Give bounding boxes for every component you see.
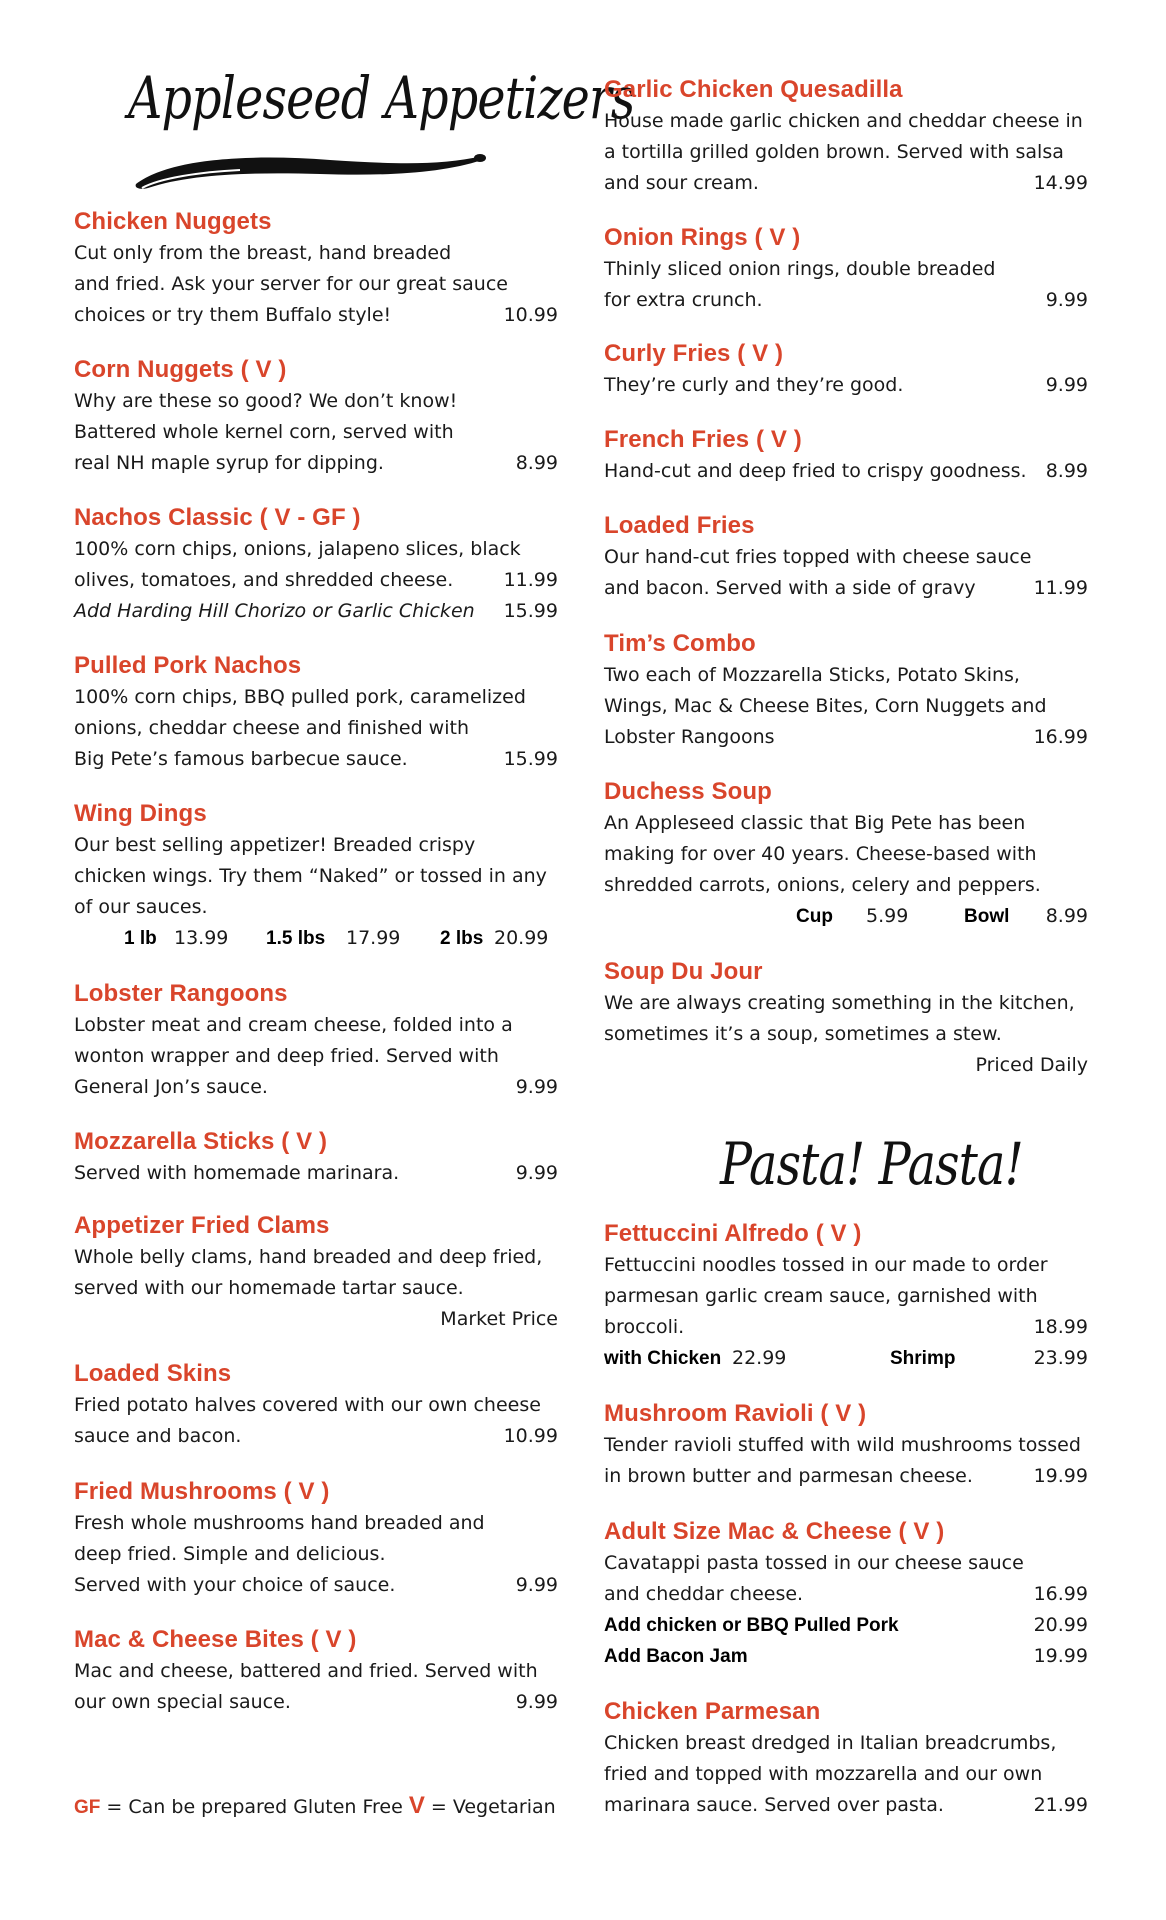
description-text: Served with homemade marinara. [74,1162,400,1184]
item-name: Pulled Pork Nachos [74,652,302,679]
description-text: sauce and bacon. [74,1425,242,1447]
item-name: Lobster Rangoons [74,980,288,1007]
description-text: Our best selling appetizer! Breaded crispy [74,834,476,856]
item-name: Curly Fries ( V ) [604,340,784,367]
description-line [604,660,1088,691]
item-price: 9.99 [515,1691,558,1713]
item-price: 8.99 [515,452,558,474]
addon-price: 20.99 [1033,1614,1088,1636]
description-text: Battered whole kernel corn, served with [74,421,454,443]
shrimp-price: 23.99 [1033,1347,1088,1369]
description-text: Two each of Mozzarella Sticks, Potato Skins, [604,664,1020,686]
description-text: Big Pete’s famous barbecue sauce. [74,748,408,770]
soup-sizes-row [604,901,1088,932]
size-price: 17.99 [346,927,401,949]
description-line [604,1579,1088,1610]
item-name: Chicken Parmesan [604,1698,821,1725]
description-line [604,1548,1088,1579]
description-text: Lobster meat and cream cheese, folded into a [74,1014,513,1036]
description-line [74,448,558,479]
description-line [604,722,1088,753]
item-name: Mushroom Ravioli ( V ) [604,1400,867,1427]
menu-item [604,628,1088,753]
description-line [74,682,558,713]
description-text: Why are these so good? We don’t know! [74,390,458,412]
description-line [604,137,1088,168]
description-line [74,565,558,596]
item-price: 19.99 [1033,1465,1088,1487]
description-text: We are always creating something in the kitchen, [604,992,1075,1014]
description-text: Served with your choice of sauce. [74,1574,396,1596]
menu-item [74,978,558,1103]
item-price: 21.99 [1033,1794,1088,1816]
legend [74,1792,556,1820]
description-text: Hand-cut and deep fried to crispy goodness. [604,460,1027,482]
description-line [604,168,1088,199]
item-price: Priced Daily [975,1054,1088,1076]
description-line [74,1421,558,1452]
description-line [74,1570,558,1601]
item-name: Fried Mushrooms ( V ) [74,1478,330,1505]
description-line [604,1790,1088,1821]
description-text: 100% corn chips, onions, jalapeno slices, black [74,538,521,560]
description-text: olives, tomatoes, and shredded cheese. [74,569,454,591]
description-line [74,300,558,331]
menu-item [604,1398,1088,1492]
item-name: Corn Nuggets ( V ) [74,356,287,383]
menu-item [604,1696,1088,1821]
menu-item [604,222,1088,316]
menu-item [74,1210,558,1335]
description-line [604,573,1088,604]
description-line [604,1728,1088,1759]
item-price: 15.99 [503,600,558,622]
description-text: of our sauces. [74,896,208,918]
item-price: Market Price [440,1308,558,1330]
menu-item [604,1218,1088,1374]
item-name: Onion Rings ( V ) [604,224,801,251]
pasta-title: Pasta! Pasta! [720,1130,1023,1198]
description-text: Chicken breast dredged in Italian breadcrumbs, [604,1732,1057,1754]
description-line [604,988,1088,1019]
description-line [74,596,558,627]
description-line [604,456,1088,487]
description-text: parmesan garlic cream sauce, garnished with [604,1285,1038,1307]
item-name: Nachos Classic ( V - GF ) [74,504,361,531]
description-text: broccoli. [604,1316,685,1338]
menu-item [74,502,558,627]
item-price: 16.99 [1033,1583,1088,1605]
description-text: wonton wrapper and deep fried. Served with [74,1045,499,1067]
description-text: served with our homemade tartar sauce. [74,1277,464,1299]
item-price: 9.99 [515,1162,558,1184]
menu-item [604,956,1088,1081]
menu-item [74,1126,558,1189]
description-line [604,808,1088,839]
description-line [74,1390,558,1421]
description-text: Cavatappi pasta tossed in our cheese sauce [604,1552,1024,1574]
description-text: our own special sauce. [74,1691,291,1713]
menu-item [604,424,1088,487]
description-line [74,269,558,300]
wing-sizes-row [74,923,558,954]
description-line [74,744,558,775]
cup-label: Cup [796,906,833,927]
menu-item [74,354,558,479]
addon-price: 19.99 [1033,1645,1088,1667]
description-line [604,254,1088,285]
size-label: 1 lb [124,928,157,949]
addon-label: Add Bacon Jam [604,1646,748,1667]
description-text: marinara sauce. Served over pasta. [604,1794,944,1816]
description-line [74,1041,558,1072]
menu-item [604,1516,1088,1672]
item-price: 8.99 [1045,460,1088,482]
description-line [604,1281,1088,1312]
description-line [604,370,1088,401]
item-name: Wing Dings [74,800,207,827]
menu-item [74,206,558,331]
description-text: shredded carrots, onions, celery and peppers. [604,874,1041,896]
description-line [74,830,558,861]
item-price: 18.99 [1033,1316,1088,1338]
size-label: 2 lbs [440,928,484,949]
menu-item [74,1476,558,1601]
description-line [74,892,558,923]
item-name: Fettuccini Alfredo ( V ) [604,1220,862,1247]
menu-item [604,338,1088,401]
description-text: Whole belly clams, hand breaded and deep fried, [74,1246,543,1268]
item-price: 9.99 [515,1574,558,1596]
item-price: 9.99 [515,1076,558,1098]
legend-gf-text: = Can be prepared Gluten Free [100,1796,409,1818]
item-name: Loaded Fries [604,512,755,539]
bowl-label: Bowl [964,906,1010,927]
item-name: Tim’s Combo [604,630,756,657]
item-name: Mac & Cheese Bites ( V ) [74,1626,357,1653]
item-price: 9.99 [1045,289,1088,311]
description-line [604,106,1088,137]
item-name: French Fries ( V ) [604,426,802,453]
item-name: Appetizer Fried Clams [74,1212,330,1239]
description-line [74,861,558,892]
size-label: 1.5 lbs [266,928,326,949]
description-text: fried and topped with mozzarella and our own [604,1763,1043,1785]
item-name: Duchess Soup [604,778,772,805]
description-line [74,534,558,565]
description-line [74,1158,558,1189]
description-text: They’re curly and they’re good. [604,374,904,396]
menu-item [74,1358,558,1452]
item-name: Adult Size Mac & Cheese ( V ) [604,1518,945,1545]
description-text: and fried. Ask your server for our great sauce [74,273,508,295]
item-name: Garlic Chicken Quesadilla [604,76,903,103]
description-text: Wings, Mac & Cheese Bites, Corn Nuggets and [604,695,1047,717]
menu-item [74,650,558,775]
description-line [74,386,558,417]
description-line [74,1242,558,1273]
description-text: for extra crunch. [604,289,763,311]
description-text: and cheddar cheese. [604,1583,804,1605]
item-price: 16.99 [1033,726,1088,748]
description-line [74,1508,558,1539]
swash-divider-icon [130,148,490,194]
description-line [604,1759,1088,1790]
description-text: real NH maple syrup for dipping. [74,452,384,474]
description-text: Fettuccini noodles tossed in our made to order [604,1254,1048,1276]
description-text: Tender ravioli stuffed with wild mushrooms tossed [604,1434,1081,1456]
description-line [74,1273,558,1304]
item-price: 11.99 [1033,577,1088,599]
item-name: Mozzarella Sticks ( V ) [74,1128,328,1155]
description-line [74,238,558,269]
description-text: making for over 40 years. Cheese-based with [604,843,1037,865]
menu-item [74,1624,558,1718]
description-text: Mac and cheese, battered and fried. Served with [74,1660,538,1682]
item-price: 10.99 [503,1425,558,1447]
item-name: Soup Du Jour [604,958,763,985]
description-text: Add Harding Hill Chorizo or Garlic Chicken [74,600,475,622]
chicken-price: 22.99 [732,1347,787,1369]
item-price: 14.99 [1033,172,1088,194]
description-text: Cut only from the breast, hand breaded [74,242,452,264]
description-line [604,1250,1088,1281]
item-price: 10.99 [503,304,558,326]
description-text: sometimes it’s a soup, sometimes a stew. [604,1023,1002,1045]
description-line [604,285,1088,316]
description-text: Our hand-cut fries topped with cheese sauce [604,546,1032,568]
description-line [74,1656,558,1687]
description-text: in brown butter and parmesan cheese. [604,1465,973,1487]
addon-label: Add chicken or BBQ Pulled Pork [604,1615,899,1636]
description-line [604,1430,1088,1461]
description-line [74,1687,558,1718]
description-line [74,1072,558,1103]
legend-v: V [408,1792,425,1819]
menu-item [74,798,558,954]
item-name: Loaded Skins [74,1360,232,1387]
chicken-label: with Chicken [604,1348,722,1369]
description-text: choices or try them Buffalo style! [74,304,392,326]
description-text: onions, cheddar cheese and finished with [74,717,469,739]
description-line [74,1304,558,1335]
description-line [604,1312,1088,1343]
item-price: 9.99 [1045,374,1088,396]
description-text: General Jon’s sauce. [74,1076,268,1098]
description-line [604,839,1088,870]
description-text: and sour cream. [604,172,759,194]
description-line [604,1019,1088,1050]
description-line [74,1010,558,1041]
description-line [74,713,558,744]
item-name: Chicken Nuggets [74,208,272,235]
description-text: deep fried. Simple and delicious. [74,1543,386,1565]
cup-price: 5.99 [866,905,909,927]
description-text: a tortilla grilled golden brown. Served with salsa [604,141,1064,163]
description-line [74,1539,558,1570]
bowl-price: 8.99 [1045,905,1088,927]
menu-item [604,510,1088,604]
legend-v-text: = Vegetarian [424,1796,556,1818]
legend-gf: GF [74,1797,101,1818]
menu-item [604,74,1088,199]
description-text: Fried potato halves covered with our own cheese [74,1394,541,1416]
description-line [74,417,558,448]
size-price: 13.99 [174,927,229,949]
description-text: chicken wings. Try them “Naked” or tossed in any [74,865,547,887]
description-text: An Appleseed classic that Big Pete has been [604,812,1026,834]
description-text: 100% corn chips, BBQ pulled pork, caramelized [74,686,526,708]
shrimp-label: Shrimp [890,1348,956,1369]
description-text: Fresh whole mushrooms hand breaded and [74,1512,485,1534]
description-line [604,542,1088,573]
description-line [604,1050,1088,1081]
description-text: Lobster Rangoons [604,726,775,748]
description-text: and bacon. Served with a side of gravy [604,577,976,599]
description-line [604,691,1088,722]
description-text: Thinly sliced onion rings, double breaded [604,258,996,280]
size-price: 20.99 [494,927,549,949]
menu-item [604,776,1088,932]
description-text: House made garlic chicken and cheddar cheese in [604,110,1083,132]
appetizers-title: Appleseed Appetizers [128,64,635,132]
addon-row [604,1610,1088,1641]
description-line [604,870,1088,901]
protein-options-row [604,1343,1088,1374]
item-price: 11.99 [503,569,558,591]
addon-row [604,1641,1088,1672]
description-line [604,1461,1088,1492]
item-price: 15.99 [503,748,558,770]
